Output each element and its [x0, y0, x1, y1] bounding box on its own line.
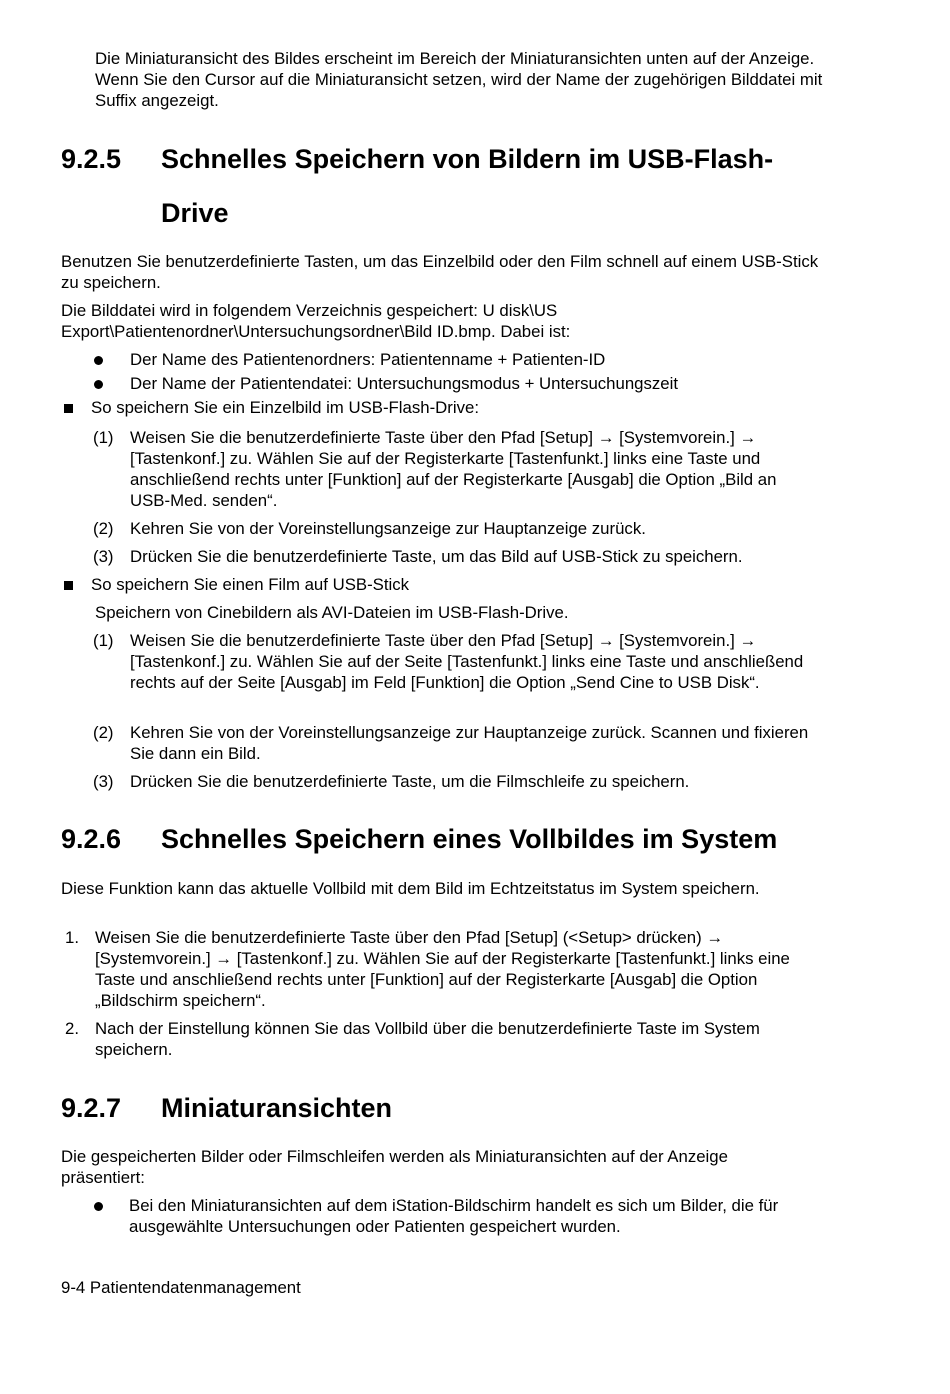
- step-number: (1): [93, 428, 114, 447]
- section-heading-9-2-6: [61, 823, 861, 857]
- section-heading-9-2-7: [61, 1092, 861, 1126]
- section-title: Schnelles Speichern eines Vollbildes im System: [161, 824, 778, 854]
- sub-heading: So speichern Sie ein Einzelbild im USB-Flash-Drive:: [91, 398, 479, 417]
- bullet-icon: [94, 380, 103, 389]
- bullet-item: Der Name des Patientenordners: Patientenname + Patienten-ID: [130, 350, 606, 369]
- section-number: 9.2.5: [61, 144, 122, 174]
- section-title-line1: Schnelles Speichern von Bildern im USB-Flash-: [161, 144, 774, 174]
- bullet-icon: [94, 356, 103, 365]
- step-text: Drücken Sie die benutzerdefinierte Taste, um die Filmschleife zu speichern.: [130, 772, 690, 791]
- step-text: Drücken Sie die benutzerdefinierte Taste, um das Bild auf USB-Stick zu speichern.: [130, 547, 743, 566]
- section-number: 9.2.6: [61, 824, 122, 854]
- step-number: 2.: [65, 1019, 79, 1038]
- step-text: Weisen Sie die benutzerdefinierte Taste über den Pfad [Setup] → [Systemvorein.] → [Tastenkonf.] zu. Wählen Sie auf der Seite [Tastenfunkt.] links eine Taste und anschließend rechts auf der Seite [Ausgab] im Feld [Funktion] die Option „Send Cine to USB Disk“.: [130, 631, 804, 692]
- step-number: (3): [93, 547, 114, 566]
- step-text: Nach der Einstellung können Sie das Vollbild über die benutzerdefinierte Taste im System speichern.: [95, 1019, 760, 1059]
- bullet-icon: [94, 1202, 103, 1211]
- step-number: (1): [93, 631, 114, 650]
- bullet-item: Bei den Miniaturansichten auf dem iStation-Bildschirm handelt es sich um Bilder, die für ausgewählte Untersuchungen oder Patienten gespeichert wurden.: [129, 1196, 779, 1236]
- square-bullet-icon: [64, 581, 73, 590]
- intro-paragraph: Die Miniaturansicht des Bildes erscheint im Bereich der Miniaturansichten unten auf der Anzeige. Wenn Sie den Cursor auf die Miniaturansicht setzen, wird der Name der zugehörigen Bilddatei mit Suffix angezeigt.: [95, 49, 823, 110]
- step-number: 1.: [65, 928, 79, 947]
- step-text: Kehren Sie von der Voreinstellungsanzeige zur Hauptanzeige zurück. Scannen und fixieren Sie dann ein Bild.: [130, 723, 809, 763]
- square-bullet-icon: [64, 404, 73, 413]
- section-title-line2: Drive: [161, 198, 229, 228]
- step-number: (2): [93, 519, 114, 538]
- step-text: Kehren Sie von der Voreinstellungsanzeige zur Hauptanzeige zurück.: [130, 519, 646, 538]
- step-text: Weisen Sie die benutzerdefinierte Taste über den Pfad [Setup] → [Systemvorein.] → [Tastenkonf.] zu. Wählen Sie auf der Registerkarte [Tastenfunkt.] links eine Taste und anschließend rechts unter [Funktion] auf der Registerkarte [Ausgab] die Option „Bild an USB-Med. senden“.: [130, 428, 777, 510]
- paragraph: Diese Funktion kann das aktuelle Vollbild mit dem Bild im Echtzeitstatus im System speichern.: [61, 879, 760, 898]
- section-heading-9-2-5: [61, 143, 861, 233]
- step-number: (3): [93, 772, 114, 791]
- step-text: Weisen Sie die benutzerdefinierte Taste über den Pfad [Setup] (<Setup> drücken) → [Systemvorein.] → [Tastenkonf.] zu. Wählen Sie auf der Registerkarte [Tastenfunkt.] links eine Taste und anschließend rechts unter [Funktion] auf der Registerkarte [Ausgab] die Option „Bildschirm speichern“.: [95, 928, 790, 1010]
- sub-note: Speichern von Cinebildern als AVI-Dateien im USB-Flash-Drive.: [95, 603, 569, 622]
- step-number: (2): [93, 723, 114, 742]
- section-number: 9.2.7: [61, 1093, 122, 1123]
- sub-heading: So speichern Sie einen Film auf USB-Stick: [91, 575, 410, 594]
- paragraph: Die Bilddatei wird in folgendem Verzeichnis gespeichert: U disk\US Export\Patientenordner\Untersuchungsordner\Bild ID.bmp. Dabei ist:: [61, 301, 571, 341]
- section-title: Miniaturansichten: [161, 1093, 393, 1123]
- bullet-item: Der Name der Patientendatei: Untersuchungsmodus + Untersuchungszeit: [130, 374, 679, 393]
- page-footer: 9-4 Patientendatenmanagement: [61, 1278, 301, 1297]
- paragraph: Benutzen Sie benutzerdefinierte Tasten, um das Einzelbild oder den Film schnell auf einem USB-Stick zu speichern.: [61, 252, 819, 292]
- paragraph: Die gespeicherten Bilder oder Filmschleifen werden als Miniaturansichten auf der Anzeige präsentiert:: [61, 1147, 728, 1187]
